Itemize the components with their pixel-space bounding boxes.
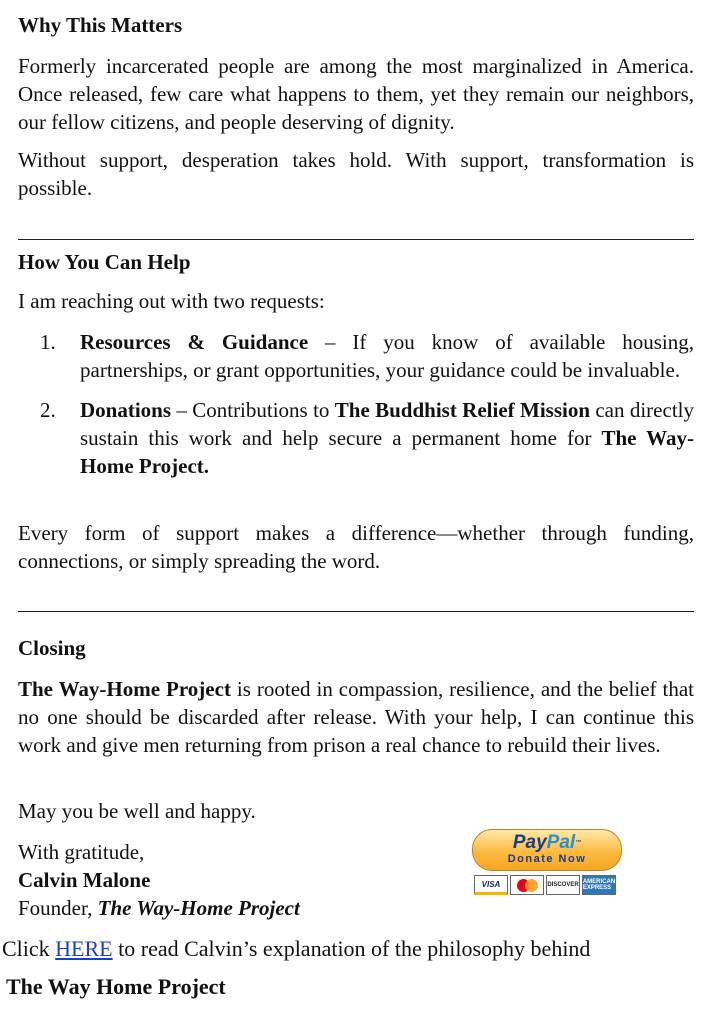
philosophy-link-line: [2, 935, 702, 963]
paypal-pill[interactable]: [472, 829, 622, 871]
request-text-cont: can directly sustain this work and help secure a permanent home for: [80, 398, 694, 450]
amex-card-icon: AMERICAN EXPRESS: [582, 875, 616, 895]
why-paragraph-1-wrap: [18, 52, 694, 136]
gratitude-line: With gratitude,: [18, 840, 145, 864]
mission-name: The Buddhist Relief Mission: [334, 398, 591, 422]
section-closing: [18, 634, 694, 662]
list-number: 1.: [40, 330, 56, 354]
here-link[interactable]: HERE: [55, 936, 113, 961]
section-heading-why: Why This Matters: [18, 13, 183, 37]
closing-text: is rooted in compassion, resilience, and the belief that no one should be discarded after release. With your help, I can continue this work and give men returning from prison a real chance to rebuild their lives.: [18, 677, 694, 757]
donate-now-label: Donate Now: [507, 853, 587, 865]
project-name-lead: The Way-Home Project: [18, 677, 231, 701]
role-prefix: Founder,: [18, 896, 98, 920]
request-title: Resources & Guidance: [80, 330, 309, 354]
click-text: Click: [2, 936, 56, 961]
section-divider: [18, 239, 694, 240]
why-paragraph-1: Formerly incarcerated people are among the most marginalized in America. Once released, few care what happens to them, yet they remain our neighbors, our fellow citizens, and people deserving of dignity.: [18, 54, 694, 134]
signer-role: [18, 894, 458, 922]
payment-cards: [474, 875, 616, 895]
help-outro-wrap: [18, 519, 694, 575]
request-text: – If you know of available housing, partnerships, or grant opportunities, your guidance could be invaluable.: [80, 330, 694, 382]
requests-list-wrap: [18, 328, 694, 480]
section-help: [18, 248, 694, 276]
role-project: The Way-Home Project: [97, 896, 300, 920]
mastercard-card-icon: [510, 875, 544, 895]
click-rest: to read Calvin’s explanation of the philosophy behind: [112, 936, 591, 961]
help-intro: I am reaching out with two requests:: [18, 289, 325, 313]
paypal-donate-button[interactable]: [470, 829, 622, 899]
visa-card-icon: VISA: [474, 875, 508, 895]
philosophy-project-title: The Way Home Project: [6, 974, 226, 999]
why-paragraph-2: Without support, desperation takes hold. With support, transformation is possible.: [18, 148, 694, 200]
list-number: 2.: [40, 398, 56, 422]
section-divider: [18, 611, 694, 612]
closing-wish: May you be well and happy.: [18, 799, 256, 823]
request-text: – Contributions to: [171, 398, 335, 422]
section-why: [18, 11, 694, 39]
help-intro-wrap: [18, 287, 694, 315]
closing-paragraph-wrap: [18, 675, 694, 759]
section-heading-help: How You Can Help: [18, 250, 191, 274]
wish-wrap: [18, 797, 694, 825]
section-heading-closing: Closing: [18, 636, 86, 660]
list-item: [18, 328, 694, 384]
requests-list: [18, 328, 694, 480]
closing-paragraph: [18, 675, 694, 759]
why-paragraph-2-wrap: [18, 146, 694, 202]
discover-card-icon: DISCOVER: [546, 875, 580, 895]
list-item: [18, 396, 694, 480]
paypal-logo: PayPal™: [512, 832, 582, 853]
signer-name: Calvin Malone: [18, 868, 151, 892]
request-title: Donations: [80, 398, 172, 422]
project-name: The Way-Home Project.: [80, 426, 694, 478]
signature-block: [18, 838, 458, 922]
help-outro: Every form of support makes a difference—whether through funding, connections, or simply spreading the word.: [18, 521, 694, 573]
